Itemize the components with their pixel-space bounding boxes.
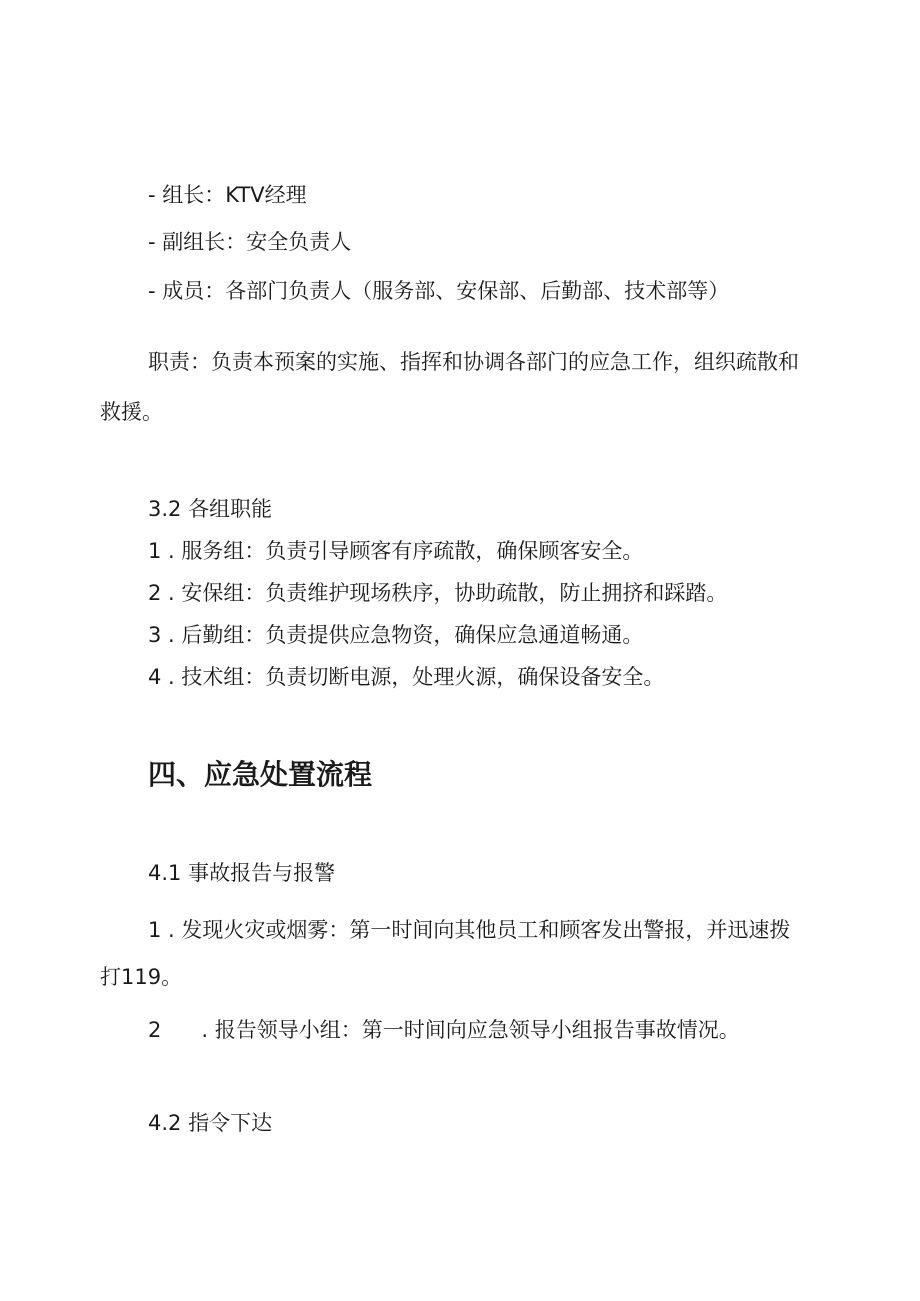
report-item-1-line-2: 打119。 [100, 965, 183, 989]
section-3-2-title: 3.2 各组职能 [148, 497, 273, 521]
group-duty-item: 2 . 安保组：负责维护现场秩序，协助疏散，防止拥挤和踩踏。 [148, 581, 728, 605]
section-4-2-title: 4.2 指令下达 [148, 1111, 273, 1135]
member-deputy-leader: - 副组长：安全负责人 [148, 230, 352, 254]
group-duty-item: 1 . 服务组：负责引导顾客有序疏散，确保顾客安全。 [148, 539, 644, 563]
member-leader: - 组长：KTV经理 [148, 183, 307, 207]
chapter-4-heading: 四、应急处置流程 [148, 758, 373, 791]
report-item-1-line-1: 1 . 发现火灾或烟雾：第一时间向其他员工和顾客发出警报，并迅速拨 [148, 918, 791, 942]
group-duty-item: 4 . 技术组：负责切断电源，处理火源，确保设备安全。 [148, 665, 665, 689]
section-4-1-title: 4.1 事故报告与报警 [148, 861, 336, 885]
duty-line-1: 职责：负责本预案的实施、指挥和协调各部门的应急工作，组织疏散和 [148, 350, 799, 374]
report-item-2: 2 . 报告领导小组：第一时间向应急领导小组报告事故情况。 [148, 1018, 740, 1042]
member-staff: - 成员：各部门负责人（服务部、安保部、后勤部、技术部等） [148, 279, 730, 303]
duty-line-2: 救援。 [100, 400, 163, 424]
group-duty-item: 3 . 后勤组：负责提供应急物资，确保应急通道畅通。 [148, 623, 644, 647]
